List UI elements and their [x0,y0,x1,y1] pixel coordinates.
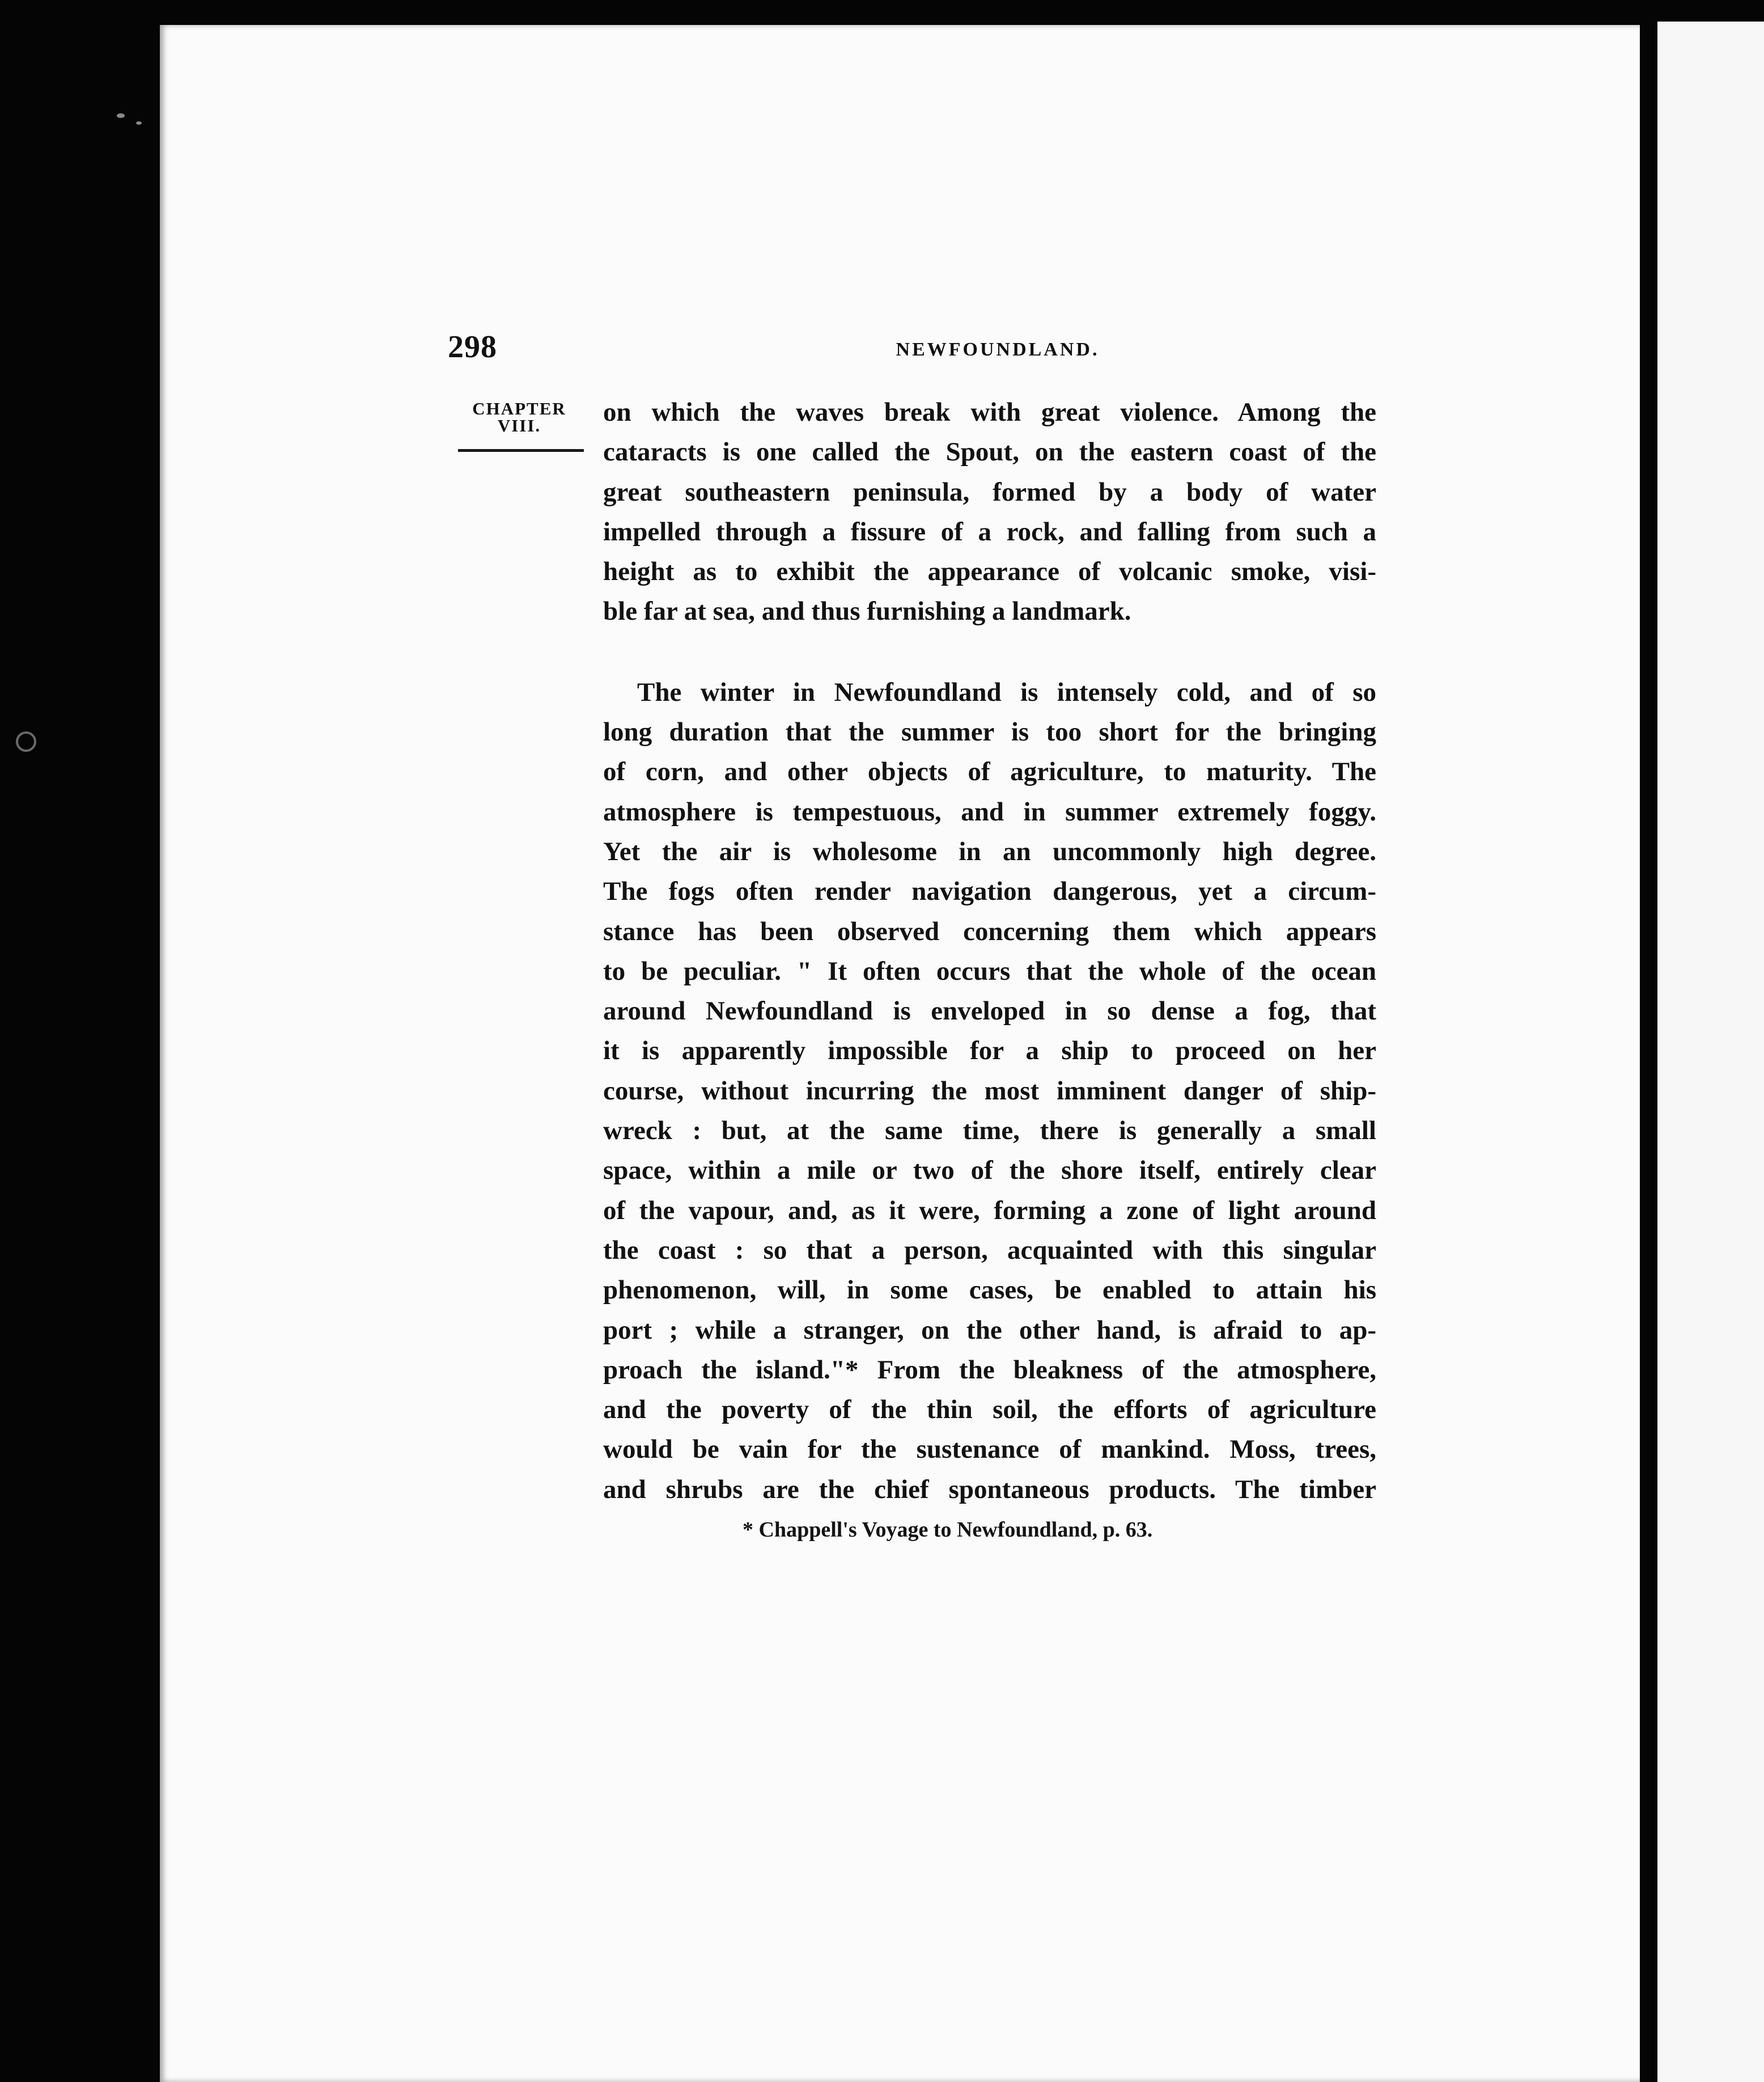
scan-speck [117,113,125,118]
chapter-word: CHAPTER [472,399,566,418]
text-line: wreck : but, at the same time, there is generally a small [603,1116,1376,1146]
chapter-number: VIII. [497,416,541,435]
binding-hole [16,731,36,752]
page-number: 298 [448,329,497,365]
text-line: Yet the air is wholesome in an uncommonly high degree. [603,836,1376,866]
text-line: on which the waves break with great violence. Among the [603,397,1376,427]
text-line: long duration that the summer is too short for the bringing [603,717,1376,747]
text-line: impelled through a fissure of a rock, and falling from such a [603,517,1376,547]
footnote: * Chappell's Voyage to Newfoundland, p. 63. [743,1518,1153,1542]
text-line: proach the island."* From the bleakness of the atmosphere, [603,1355,1376,1385]
running-head: NEWFOUNDLAND. [896,339,1100,360]
adjacent-page-edge [1657,22,1764,2082]
text-line: around Newfoundland is enveloped in so dense a fog, that [603,996,1376,1026]
paragraph-1 [603,392,1376,632]
text-line: The winter in Newfoundland is intensely cold, and of so [637,677,1376,707]
text-line: stance has been observed concerning them which appears [603,916,1376,946]
chapter-sidenote [457,400,582,434]
text-line: and shrubs are the chief spontaneous products. The timber [603,1474,1376,1504]
text-line: space, within a mile or two of the shore itself, entirely clear [603,1156,1376,1186]
text-line: atmosphere is tempestuous, and in summer extremely foggy. [603,797,1376,827]
text-line: great southeastern peninsula, formed by a body of water [603,477,1376,507]
text-line: it is apparently impossible for a ship to proceed on her [603,1036,1376,1066]
text-line: of the vapour, and, as it were, forming a zone of light around [603,1195,1376,1225]
text-line: to be peculiar. " It often occurs that the whole of the ocean [603,956,1376,986]
text-line: The fogs often render navigation dangerous, yet a circum- [603,877,1376,907]
text-line: of corn, and other objects of agriculture, to maturity. The [603,757,1376,787]
text-line: phenomenon, will, in some cases, be enabled to attain his [603,1275,1376,1305]
text-line: the coast : so that a person, acquainted with this singular [603,1235,1376,1265]
scan-speck [136,121,142,125]
paragraph-2 [603,672,1376,1509]
text-line: cataracts is one called the Spout, on the eastern coast of the [603,437,1376,467]
body-text [603,392,1376,1509]
text-line: ble far at sea, and thus furnishing a landmark. [603,596,1131,627]
text-line: would be vain for the sustenance of mankind. Moss, trees, [603,1434,1376,1465]
text-line: course, without incurring the most imminent danger of ship- [603,1076,1376,1106]
text-line: port ; while a stranger, on the other hand, is afraid to ap- [603,1315,1376,1345]
chapter-rule [458,449,584,452]
text-line: height as to exhibit the appearance of volcanic smoke, visi- [603,557,1376,587]
paragraph-gap [603,632,1376,672]
text-line: and the poverty of the thin soil, the efforts of agriculture [603,1395,1376,1425]
